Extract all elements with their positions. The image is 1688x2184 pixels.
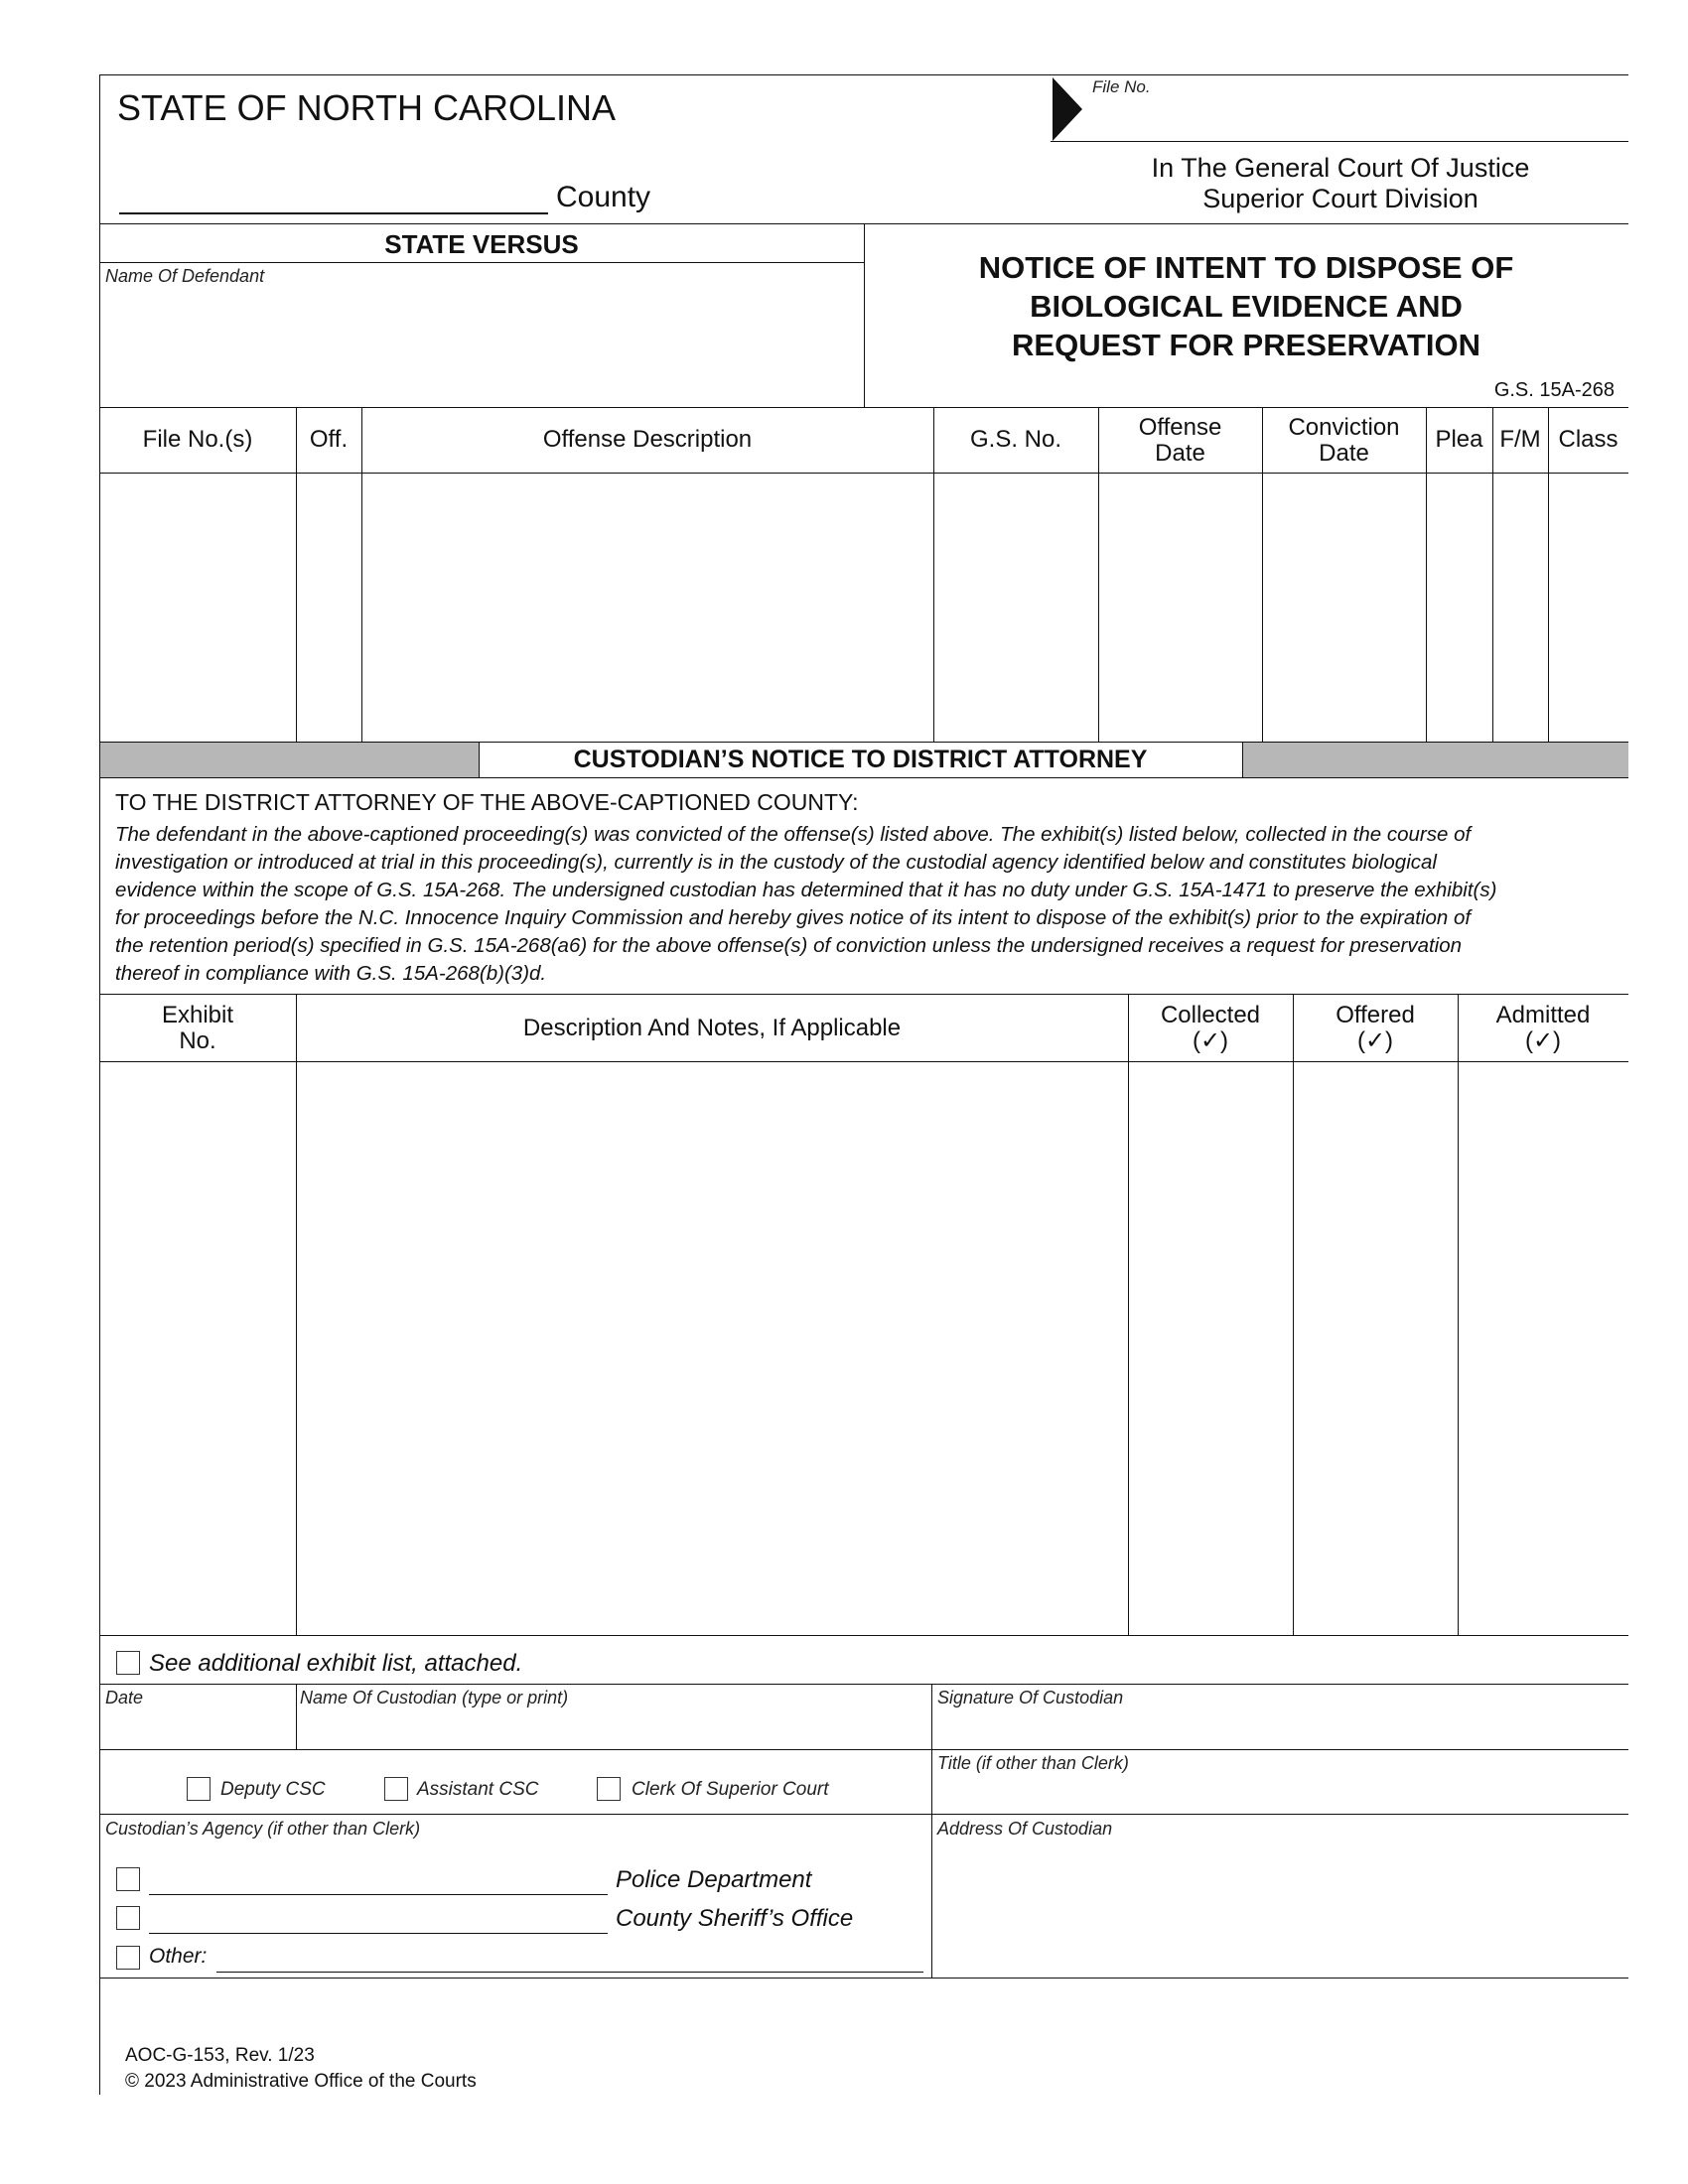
police-dept-checkbox[interactable] (116, 1867, 140, 1891)
col-class: Class (1558, 426, 1618, 453)
other-agency-checkbox[interactable] (116, 1946, 140, 1970)
file-no-label: File No. (1092, 77, 1151, 96)
col-offered (1293, 1003, 1458, 1054)
title-line-2: BIOLOGICAL EVIDENCE AND (1030, 289, 1463, 324)
col-admitted-label: Admitted (1495, 1002, 1591, 1028)
col-file-nos: File No.(s) (142, 426, 253, 453)
notice-addressee: TO THE DISTRICT ATTORNEY OF THE ABOVE-CAPTIONED COUNTY: (115, 789, 859, 815)
additional-list-checkbox[interactable] (116, 1651, 140, 1675)
court-line-2: Superior Court Division (1202, 184, 1478, 213)
state-versus-heading: STATE VERSUS (384, 229, 579, 259)
copyright: © 2023 Administrative Office of the Courts (125, 2071, 477, 2092)
col-offense-date (1098, 415, 1262, 467)
address-label: Address Of Custodian (937, 1819, 1113, 1839)
col-admitted-check: (✓) (1524, 1027, 1562, 1054)
state-heading: STATE OF NORTH CAROLINA (117, 87, 617, 128)
defendant-label: Name Of Defendant (105, 266, 265, 286)
title-line-1: NOTICE OF INTENT TO DISPOSE OF (978, 250, 1514, 285)
deputy-csc-checkbox[interactable] (187, 1777, 211, 1801)
agency-label: Custodian’s Agency (if other than Clerk) (105, 1819, 421, 1839)
clerk-superior-court-label: Clerk Of Superior Court (632, 1779, 829, 1800)
col-offered-label: Offered (1336, 1002, 1415, 1028)
deputy-csc-label: Deputy CSC (220, 1779, 326, 1800)
notice-line-1: The defendant in the above-captioned proceeding(s) was convicted of the offense(s) listed above. The exhibit(s) listed below, collected in the course of (115, 823, 1472, 846)
form-number: AOC-G-153, Rev. 1/23 (125, 2045, 315, 2066)
col-off: Off. (309, 426, 349, 453)
sheriff-office-label: County Sheriff’s Office (616, 1905, 854, 1932)
assistant-csc-label: Assistant CSC (417, 1779, 539, 1800)
notice-section-title: CUSTODIAN’S NOTICE TO DISTRICT ATTORNEY (573, 746, 1148, 773)
col-exhibit-line1: Exhibit (161, 1002, 234, 1028)
custodian-name-input[interactable] (302, 1713, 923, 1743)
exhibit-table-body[interactable] (101, 1063, 1626, 1633)
title-label: Title (if other than Clerk) (937, 1753, 1129, 1773)
other-agency-label: Other: (149, 1945, 208, 1968)
notice-line-2: investigation or introduced at trial in this proceeding(s), currently is in the custody of the custodial agency identified below and constitutes biological (115, 851, 1437, 874)
address-input[interactable] (939, 1844, 1626, 1976)
col-offered-check: (✓) (1356, 1027, 1394, 1054)
statute-ref: G.S. 15A-268 (1493, 379, 1615, 401)
file-no-arrow-icon (1051, 77, 1084, 141)
notice-line-3: evidence within the scope of G.S. 15A-268. The undersigned custodian has determined that it has no duty under G.S. 15A-1471 to preserve the exhibit(s) (115, 879, 1497, 901)
col-offense-date-line2: Date (1155, 440, 1205, 467)
notice-body (115, 821, 1624, 988)
offense-table-body[interactable] (101, 475, 1626, 741)
col-plea: Plea (1435, 426, 1483, 453)
title-input[interactable] (939, 1779, 1624, 1809)
court-line-1: In The General Court Of Justice (1151, 153, 1530, 183)
col-offense-description: Offense Description (542, 426, 753, 453)
defendant-input[interactable] (109, 298, 854, 387)
date-label: Date (105, 1688, 144, 1707)
sheriff-office-input[interactable] (151, 1903, 606, 1931)
signature-field[interactable] (937, 1713, 1622, 1745)
notice-line-4: for proceedings before the N.C. Innocence Inquiry Commission and hereby gives notice of its intent to dispose of the exhibit(s) prior to the expiration of (115, 906, 1472, 929)
col-exhibit-no (99, 1003, 296, 1054)
sheriff-office-checkbox[interactable] (116, 1906, 140, 1930)
col-collected (1128, 1003, 1293, 1054)
police-dept-input[interactable] (151, 1864, 606, 1892)
file-no-input[interactable] (1092, 103, 1609, 135)
county-input[interactable] (119, 184, 546, 211)
additional-list-label: See additional exhibit list, attached. (149, 1650, 523, 1677)
col-conviction-date-line1: Conviction (1288, 414, 1400, 441)
signature-label: Signature Of Custodian (937, 1688, 1124, 1707)
assistant-csc-checkbox[interactable] (384, 1777, 408, 1801)
col-fm: F/M (1499, 426, 1541, 453)
county-label: County (556, 181, 651, 213)
form-title (864, 248, 1628, 364)
notice-line-5: the retention period(s) specified in G.S. 15A-268(a6) for the above offense(s) of conviction unless the undersigned receives a request for preservation (115, 934, 1463, 957)
notice-line-6: thereof in compliance with G.S. 15A-268(b)(3)d. (115, 962, 547, 985)
col-collected-label: Collected (1160, 1002, 1261, 1028)
col-offense-date-line1: Offense (1138, 414, 1222, 441)
col-conviction-date (1262, 415, 1426, 467)
police-dept-label: Police Department (616, 1866, 812, 1893)
col-exhibit-line2: No. (179, 1027, 216, 1054)
col-exhibit-description: Description And Notes, If Applicable (522, 1015, 902, 1041)
custodian-name-label: Name Of Custodian (type or print) (300, 1688, 569, 1707)
col-gs-no: G.S. No. (969, 426, 1062, 453)
col-collected-check: (✓) (1192, 1027, 1229, 1054)
col-admitted (1458, 1003, 1628, 1054)
clerk-superior-court-checkbox[interactable] (597, 1777, 621, 1801)
col-conviction-date-line2: Date (1319, 440, 1369, 467)
title-line-3: REQUEST FOR PRESERVATION (1012, 328, 1480, 362)
other-agency-input[interactable] (218, 1942, 921, 1970)
date-input[interactable] (107, 1713, 290, 1743)
